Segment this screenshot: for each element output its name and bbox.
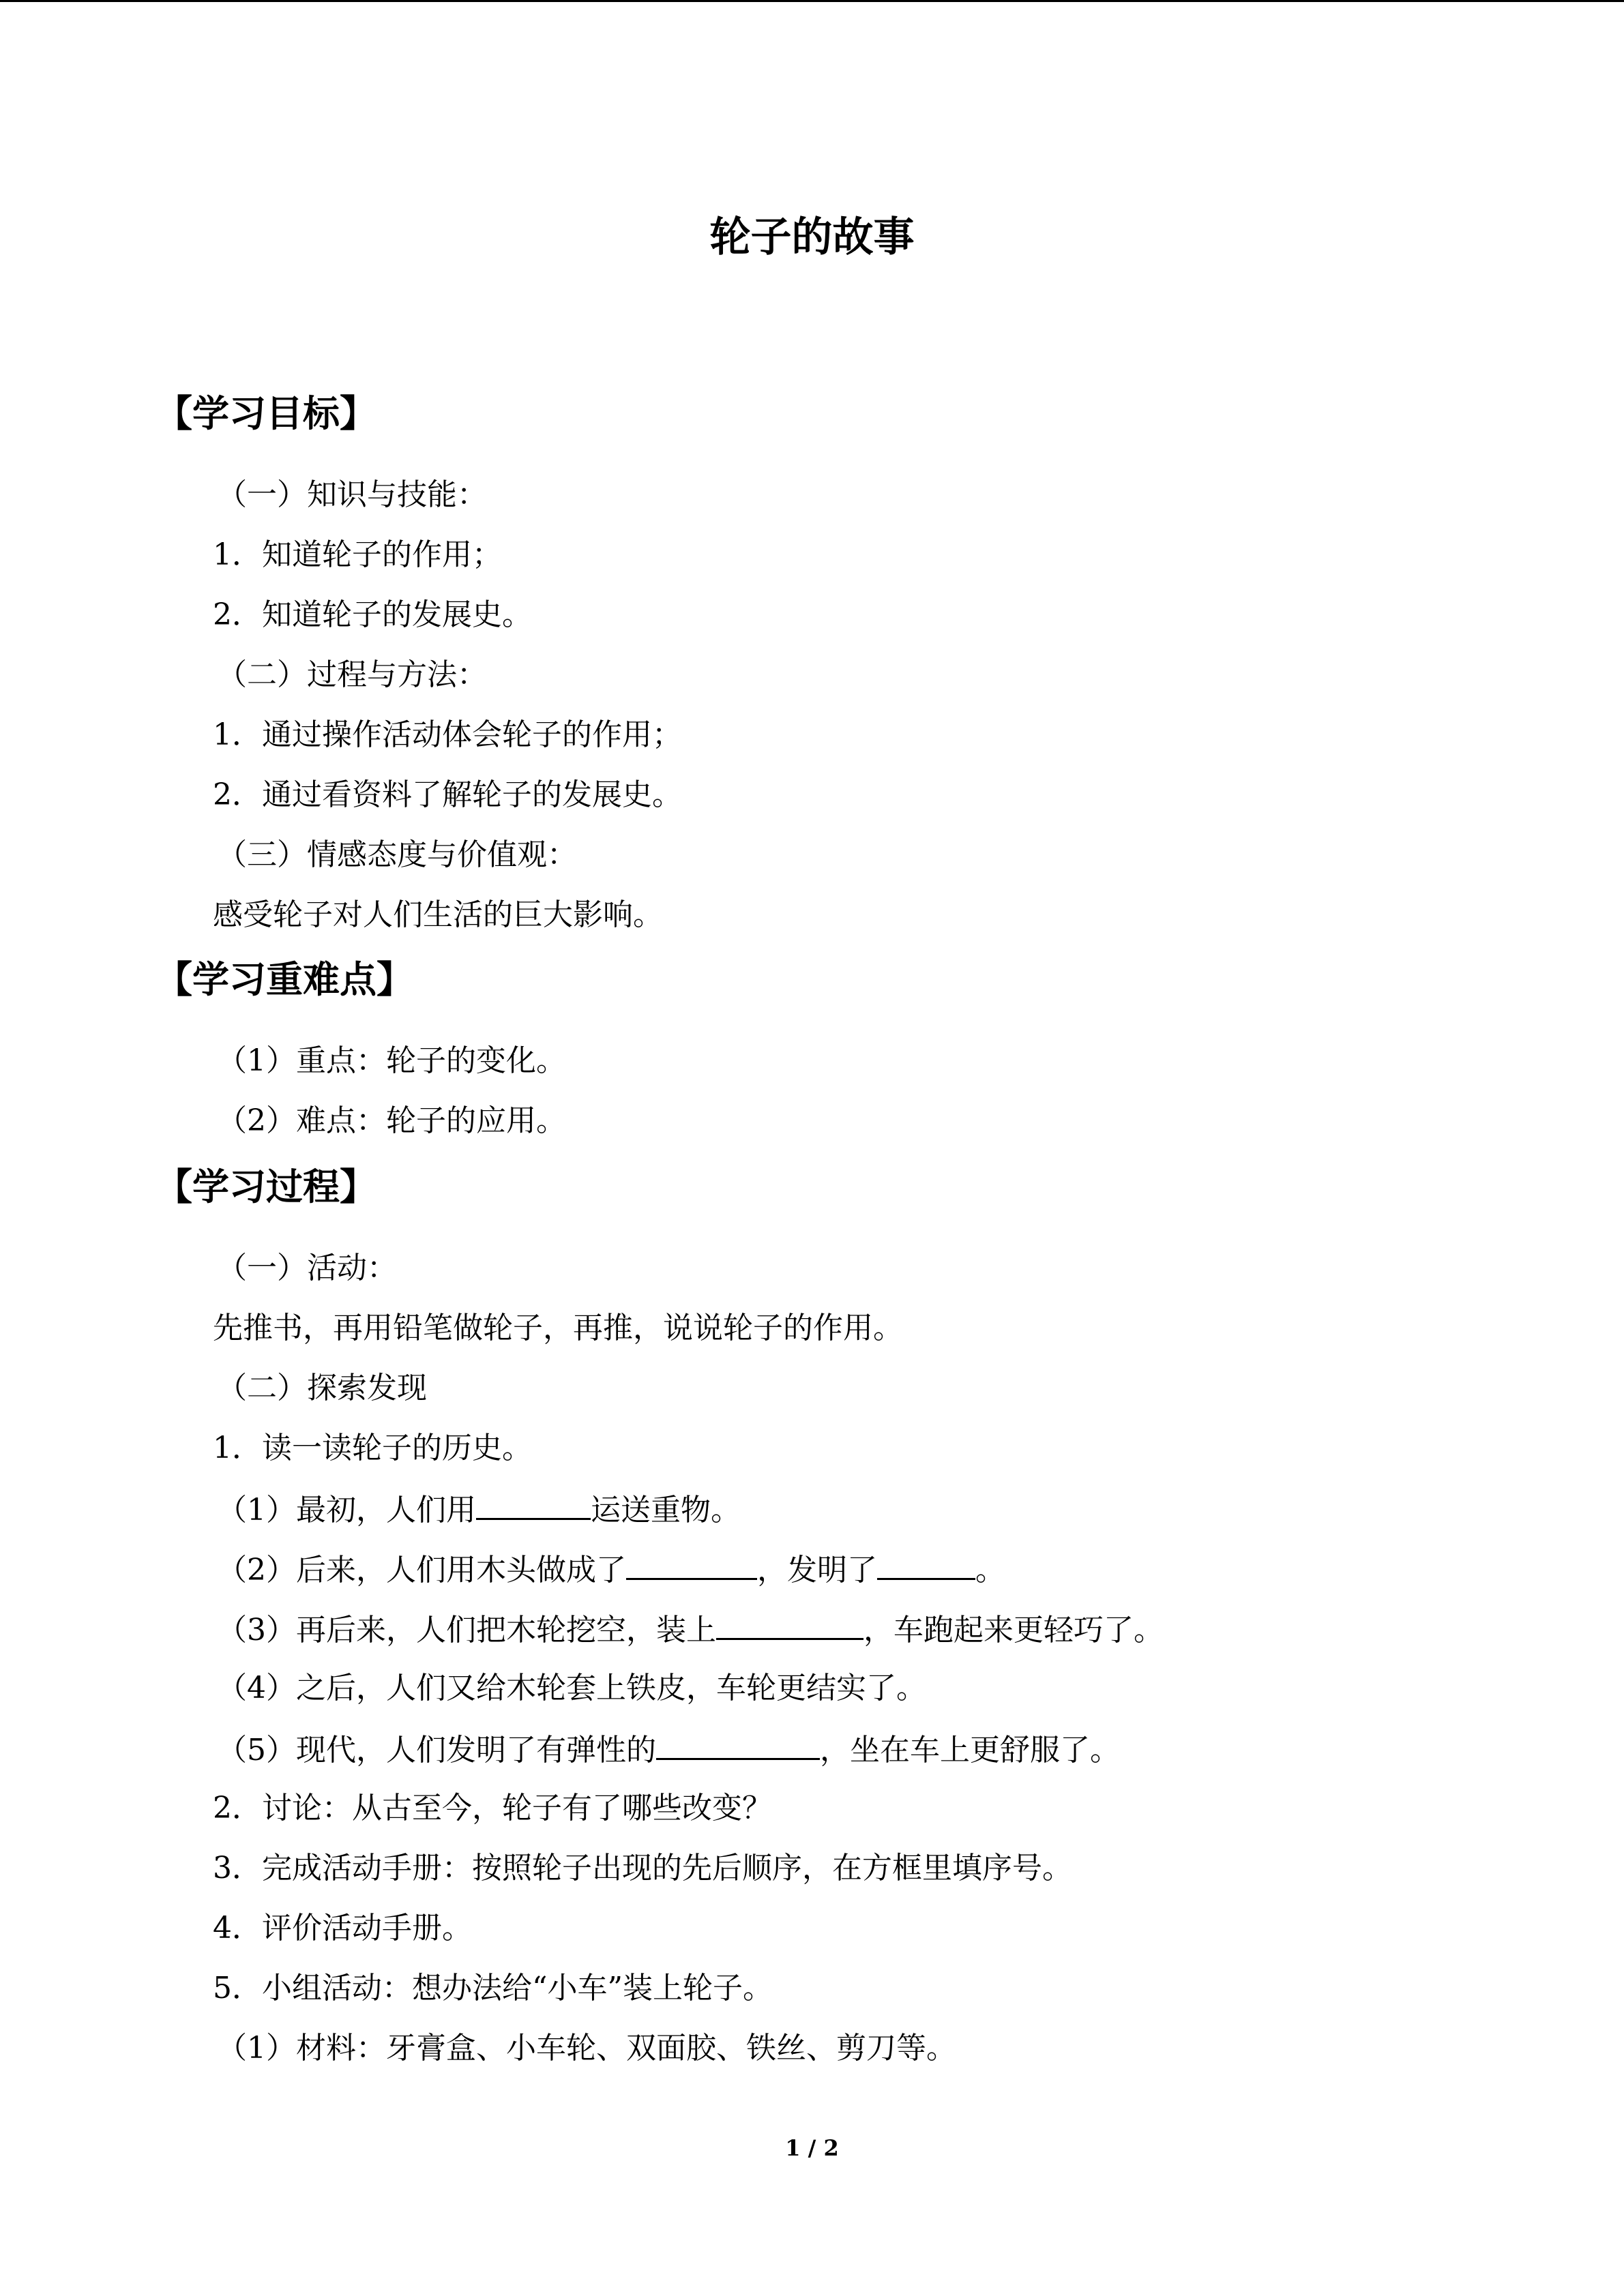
fill-in-line-5 — [217, 1728, 1120, 1771]
heading-objectives: 【学习目标】 — [156, 392, 377, 435]
page-title: 轮子的故事 — [709, 213, 915, 261]
objectives-line-2: 1．知道轮子的作用； — [213, 537, 502, 572]
fill-2-text-before: （2）后来，人们用木头做成了 — [217, 1553, 626, 1587]
process-tail-line-2: 3．完成活动手册：按照轮子出现的先后顺序，在方框里填序号。 — [213, 1851, 1072, 1885]
fill-in-line-1 — [217, 1488, 741, 1531]
objectives-line-1: （一）知识与技能： — [217, 477, 487, 512]
key-points-line-1: （1）重点：轮子的变化。 — [217, 1043, 566, 1078]
fill-5-text-after: ，坐在车上更舒服了。 — [820, 1733, 1120, 1768]
fill-5-text-before: （5）现代，人们发明了有弹性的 — [217, 1733, 656, 1768]
objectives-line-3: 2．知道轮子的发展史。 — [213, 597, 532, 632]
heading-process: 【学习过程】 — [156, 1165, 377, 1208]
fill-2-blank-b — [877, 1548, 975, 1580]
process-line-4: 1．读一读轮子的历史。 — [213, 1431, 532, 1465]
fill-3-text-after: ，车跑起来更轻巧了。 — [863, 1613, 1164, 1648]
fill-1-text-after: 运送重物。 — [591, 1493, 741, 1527]
fill-2-blank-a — [626, 1548, 757, 1580]
fill-in-line-3 — [217, 1608, 1164, 1651]
fill-5-blank — [656, 1728, 820, 1760]
heading-key-points: 【学习重难点】 — [156, 958, 413, 1001]
process-tail-line-4: 5．小组活动：想办法给“小车”装上轮子。 — [213, 1971, 773, 2006]
objectives-line-5: 1．通过操作活动体会轮子的作用； — [213, 717, 682, 752]
objectives-line-8: 感受轮子对人们生活的巨大影响。 — [213, 897, 663, 932]
process-tail-line-5: （1）材料：牙膏盒、小车轮、双面胶、铁丝、剪刀等。 — [217, 2031, 956, 2066]
objectives-line-4: （二）过程与方法： — [217, 657, 487, 692]
history-line-4: （4）之后，人们又给木轮套上铁皮，车轮更结实了。 — [217, 1671, 926, 1705]
fill-3-blank — [716, 1608, 863, 1640]
top-border-rule — [0, 0, 1624, 2]
fill-1-text-before: （1）最初，人们用 — [217, 1493, 476, 1527]
objectives-line-7: （三）情感态度与价值观： — [217, 837, 577, 872]
fill-1-blank — [476, 1488, 591, 1520]
process-tail-line-1: 2．讨论：从古至今，轮子有了哪些改变？ — [213, 1791, 772, 1825]
key-points-line-2: （2）难点：轮子的应用。 — [217, 1103, 566, 1138]
process-line-2: 先推书，再用铅笔做轮子，再推，说说轮子的作用。 — [213, 1311, 903, 1345]
fill-3-text-before: （3）再后来，人们把木轮挖空，装上 — [217, 1613, 716, 1648]
page-number: 1 / 2 — [785, 2135, 839, 2161]
fill-2-text-after: 。 — [975, 1553, 1005, 1587]
process-tail-line-3: 4．评价活动手册。 — [213, 1911, 472, 1945]
fill-2-text-middle: ，发明了 — [757, 1553, 877, 1587]
process-line-1: （一）活动： — [217, 1251, 397, 1285]
objectives-line-6: 2．通过看资料了解轮子的发展史。 — [213, 777, 682, 812]
fill-in-line-2 — [217, 1548, 1005, 1591]
process-line-3: （二）探索发现 — [217, 1371, 427, 1405]
